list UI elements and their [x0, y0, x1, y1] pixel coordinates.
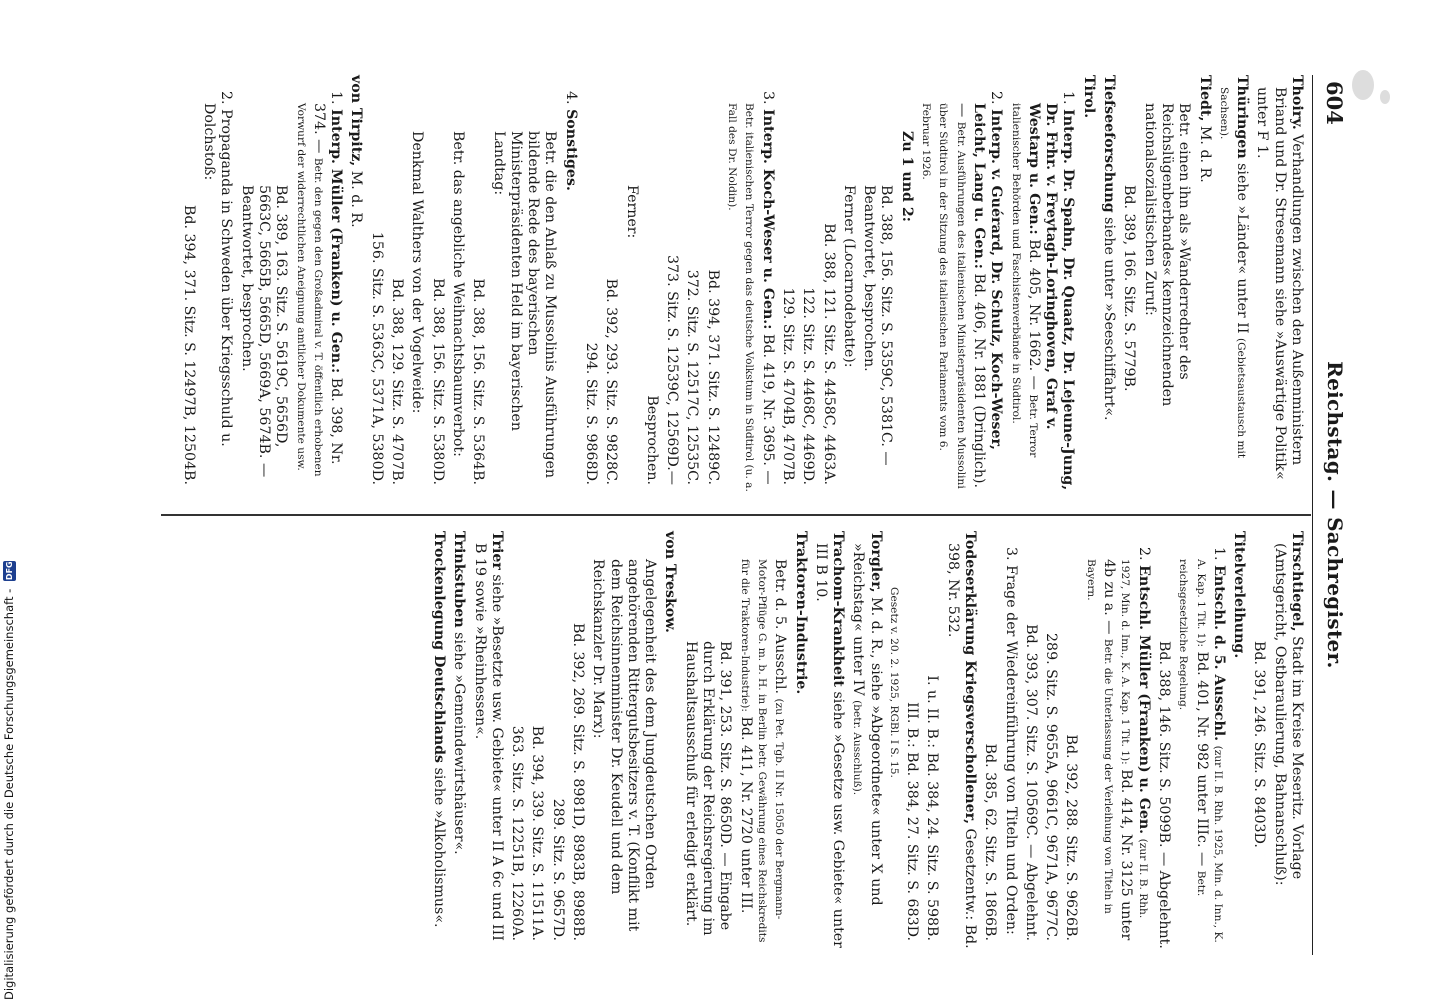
- entry-keyword: Todeserklärung Kriegsverschollener,: [961, 531, 978, 825]
- entry-text: Bd. 411, Nr. 2720 unter III.: [737, 716, 754, 914]
- entry-keyword: Torgler,: [867, 531, 884, 593]
- entry-titelverleihung: [1230, 531, 1247, 949]
- entry-text: Bd. 414, Nr. 3125 unter 4b zu a. —: [1101, 559, 1135, 941]
- entry-keyword: Zu 1 und 2:: [898, 131, 915, 223]
- entry-text: siehe unter »Seeschiffahrt«.: [1101, 217, 1118, 421]
- titel-item-3: [1001, 531, 1018, 949]
- entry-subtext: Angelegenheit des dem Jungdeutschen Orden angehörenden Rittergutsbesitzers v. T. (Konflikt mit dem Reichsinnenminister Dr. Keudell und dem Reichskanzler Dr. Marx):: [590, 559, 659, 932]
- entry-reference: 122. Sitz. S. 4468C, 4469D.: [800, 287, 817, 485]
- entry-reference: Bd. 392, 269. Sitz. S. 8981D, 8983B, 8988B.: [570, 623, 587, 941]
- entry-reference: 373. Sitz. S. 12539C, 12569D.—: [664, 255, 681, 485]
- item-number: 3.: [759, 91, 776, 105]
- entry-keyword: Titelverleihung.: [1231, 531, 1248, 659]
- entry-reference: Bd. 388, 156. Sitz. S. 5380D.: [429, 278, 446, 485]
- dfg-logo-icon: DFG: [4, 561, 14, 581]
- entry-subtext: Betr. einen ihn als »Wanderredner des Reichslügenberbandes« kennzeichnenden nationalsozialistischen Zuruf:: [1141, 103, 1193, 407]
- entry-text: Bd. 401, Nr. 982 unter IIIc. —: [1193, 651, 1210, 867]
- entry-subtext: Denkmal Walthers von der Vogelweide:: [409, 131, 426, 414]
- entry-keyword: Entschl. d. 5. Ausschl.: [1210, 565, 1227, 742]
- entry-tirpitz: [347, 75, 364, 493]
- entry-keyword: Interp. Koch-Weser u. Gen.:: [759, 109, 776, 330]
- tirpitz-item-1: [292, 75, 344, 493]
- item-number: 1.: [1210, 547, 1227, 561]
- entry-keyword: von Treskow.: [662, 531, 679, 633]
- entry-note: Betr. die Unterlassung der Verleihung von Titeln in Bayern.: [1084, 559, 1115, 914]
- entry-reference: Bd. 388, 146. Sitz. S. 5099B. — Abgelehnt.: [1155, 641, 1172, 949]
- entry-todeserklaerung: [943, 531, 978, 949]
- entry-tirol: [1079, 75, 1096, 493]
- entry-keyword: Interp. Müller (Franken) u. Gen.:: [328, 109, 345, 374]
- entry-subtext: Betr. das angebliche Weihnachtsbaumverbot:: [449, 131, 466, 457]
- entry-reference: 294. Sitz. S. 9868D.: [583, 342, 600, 485]
- entry-keyword: von Tirpitz,: [348, 75, 365, 167]
- entry-keyword: Traktoren-Industrie.: [792, 531, 809, 695]
- item-number: 2.: [1135, 547, 1152, 561]
- entry-note: Betr. den gegen den Großadmiral v. T. öffentlich erhobenen Vorwurf der widerrechtlichen Aneignung amtlicher Dokumente usw.: [294, 103, 324, 477]
- entry-keyword: Trier: [488, 531, 505, 570]
- entry-text: Betr. d. 5. Ausschl.: [772, 559, 789, 694]
- entry-note: (betr. Ausschluß).: [851, 700, 864, 796]
- tirol-zu-1-2: [897, 75, 914, 493]
- entry-reference: 156. Sitz. S. 5363C, 5371A, 5380D.: [368, 231, 385, 485]
- entry-note: Betr. reichsgesetzliche Regelung.: [1177, 559, 1207, 897]
- entry-reference: Bd. 394, 371. Sitz. S. 12497B, 12504B.: [180, 204, 197, 485]
- entry-text: siehe »Länder« unter II: [1234, 163, 1251, 334]
- entry-reference: Bd. 385, 62. Sitz. S. 1866B.: [982, 743, 999, 941]
- entry-reference: Bd. 388, 129. Sitz. S. 4707B.: [389, 278, 406, 485]
- entry-trier: [470, 531, 505, 949]
- entry-reference: Bd. 391, 246. Sitz. S. 8403D.: [1251, 641, 1268, 848]
- entry-reference: Bd. 389, 163. Sitz. S. 5619C, 5656D, 5663C, 5665B, 5665D, 5669A, 5674B. — Beantwortet, besprochen.: [238, 185, 290, 478]
- entry-thueringen: [1216, 75, 1251, 493]
- entry-reference: Bd. 392, 288. Sitz. S. 9626B.: [1063, 734, 1080, 941]
- entry-keyword: Interp. Dr. Spahn, Dr. Quaatz, Dr. Lejeune-Jung, Dr. Frhr. v. Freytagh-Loringhoven, Graf v. Westarp u. Gen.:: [1025, 103, 1077, 491]
- entry-note: (zur II. B. Rhh. 1925, Min. d. Inn., K. A. Kap. 1 Tit. 1):: [1194, 559, 1224, 943]
- entry-subheading: Ferner (Locarnodebatte):: [840, 185, 857, 368]
- entry-keyword: Trockenlegung Deutschlands: [430, 531, 447, 764]
- tirol-item-3: [724, 75, 776, 493]
- entry-keyword: Thoiry.: [1289, 75, 1305, 130]
- item-number: 2.: [218, 91, 235, 105]
- entry-tiefseeforschung: [1100, 75, 1117, 493]
- entry-reference: 372. Sitz. S. 12517C, 12535C.: [684, 269, 701, 485]
- entry-text: Bd. 405, Nr. 1662. —: [1025, 239, 1042, 390]
- entry-note: (zu Pet. Tgb. II Nr. 15050 der Bergmann-Motor-Pflüge G. m. b. H. in Berlin betr. Gewährung eines Reichskredits für die Traktoren-Industrie):: [738, 559, 786, 943]
- entry-keyword: Sonstiges.: [562, 109, 579, 191]
- entry-text: siehe »Gemeindewirtshäuser«.: [451, 632, 468, 855]
- entry-text: Gesetzentw.: Bd. 398, Nr. 532.: [944, 543, 978, 949]
- page-number: 604: [1322, 81, 1347, 125]
- entry-text: Bd. 406, Nr. 1881 (Dringlich). —: [953, 103, 987, 489]
- entry-traktoren: [791, 531, 808, 949]
- right-column: [427, 531, 1305, 949]
- traktoren-subtext: [736, 531, 788, 949]
- entry-tiedt: [1195, 75, 1212, 493]
- entry-keyword: Trinkstuben: [451, 531, 468, 628]
- item-number: 3.: [1002, 547, 1019, 561]
- column-divider: [161, 514, 1311, 516]
- entry-text: M. d. R., siehe »Abgeordnete« unter X und »Reichstag« unter IV: [850, 543, 884, 906]
- page-title: Reichstag. — Sachregister.: [1323, 361, 1347, 669]
- entry-reference: Besprochen.: [643, 395, 660, 485]
- entry-reference: Gesetz v. 20. 2. 1925, RGBl. I S. 15.: [887, 587, 900, 778]
- entry-reference: Bd. 388, 121. Sitz. S. 4458C, 4463A.: [820, 223, 837, 485]
- titel-item-1: [1175, 531, 1227, 949]
- tirol-item-4: [561, 75, 578, 493]
- entry-text: Bd. 398, Nr. 374. —: [310, 103, 345, 465]
- tirol-item-1: [1007, 75, 1076, 493]
- entry-text: Bd. 419, Nr. 3695. —: [759, 334, 776, 485]
- entry-keyword: Tirschtiegel,: [1289, 531, 1305, 632]
- entry-reference: Bd. 394, 371. Sitz. S. 12489C.: [704, 269, 721, 485]
- entry-text: Frage der Wiedereinführung von Titeln und Orden:: [1002, 565, 1019, 935]
- entry-treskow: [661, 531, 678, 949]
- entry-note: Betr. Ausführungen des italienischen Ministerpräsidenten Mussolini über Südtirol in der Sitzung des italienischen Parlaments vom 6. Februar 1926.: [920, 103, 967, 489]
- digitization-credit: [0, 380, 18, 1000]
- entry-note: (zur II. B. Rhh. 1927, Min. d. Inn., K. A. Kap. 1 Tit. 1):: [1119, 559, 1149, 919]
- entry-trinkstuben: [450, 531, 467, 949]
- entry-reference: Bd. 388, 156. Sitz. S. 5364B.: [470, 278, 487, 485]
- item-number: 2.: [988, 91, 1005, 105]
- entry-reference: Bd. 391, 253. Sitz. S. 8650D. — Eingabe durch Erklärung der Reichsregierung im Haushaltsausschuß für erledigt erklärt.: [682, 641, 734, 936]
- entry-reference: III. B.: Bd. 384, 27. Sitz. S. 683D.: [904, 702, 921, 941]
- entry-torgler: [849, 531, 884, 949]
- entry-note: (Gebietsaustausch mit Sachsen).: [1217, 87, 1248, 459]
- scan-speckle: [1352, 70, 1374, 100]
- titel-item-2: [1082, 531, 1151, 949]
- entry-reference: 289. Sitz. S. 9655A, 9661C, 9671A, 9677C.: [1043, 633, 1060, 941]
- entry-reference: 363. Sitz. S. 12251B, 12260A.: [509, 725, 526, 941]
- entry-reference: Bd. 388, 156. Sitz. S. 5359C, 5381C. — Beantwortet, besprochen.: [861, 185, 895, 466]
- entry-reference: Bd. 394, 339. Sitz. S. 11511A.: [529, 725, 546, 941]
- entry-text: Verhandlungen zwischen den Außenministern Briand und Dr. Stresemann siehe »Auswärtige Politik« unter F 1.: [1254, 87, 1305, 480]
- tirol-item-2: [918, 75, 1004, 493]
- entry-trachom: [812, 531, 847, 949]
- entry-keyword: Entschl. Müller (Franken) u. Gen.: [1135, 565, 1152, 835]
- entry-note: Betr. Terror italienischer Behörden und Faschistenverbände in Südtirol.: [1009, 103, 1039, 458]
- entry-note: Betr. italienischen Terror gegen das deutsche Volkstum in Südtirol (u. a. Fall des Dr. Noldin).: [726, 103, 756, 492]
- entry-subheading: Ferner:: [623, 185, 640, 239]
- entry-keyword: Trachom-Krankheit: [830, 531, 847, 687]
- entry-keyword: Tiedt,: [1196, 75, 1213, 122]
- scan-speckle: [1380, 90, 1390, 104]
- entry-text: Propaganda in Schweden über Kriegsschuld u. Dolchstoß:: [201, 103, 235, 447]
- entry-tirschtiegel: [1270, 531, 1305, 949]
- entry-reference: Bd. 389, 166. Sitz. S. 5779B.: [1121, 185, 1138, 392]
- document-page: [125, 75, 1355, 955]
- entry-keyword: Tiefseeforschung: [1101, 75, 1118, 213]
- page-header: [1312, 75, 1355, 955]
- entry-text: M. d. R.: [1196, 125, 1213, 183]
- entry-keyword: Tirol.: [1080, 75, 1097, 119]
- entry-subtext: Betr. die den Anlaß zu Mussolinis Ausführungen bildende Rede des bayerischen Ministerpräsidenten Held im bayerischen Landtag:: [490, 131, 559, 479]
- entry-text: siehe »Alkoholismus«.: [430, 767, 447, 928]
- entry-text: siehe »Gesetze usw. Gebiete« unter III B 10.: [812, 543, 847, 948]
- entry-thoiry: [1253, 75, 1305, 493]
- entry-reference: Bd. 393, 307. Sitz. S. 10569C. — Abgelehnt.: [1022, 624, 1039, 941]
- entry-text: M. d. R.: [348, 170, 365, 228]
- entry-reference: 129. Sitz. S. 4704B, 4707B.: [779, 287, 796, 485]
- entry-keyword: Interp. v. Guérard, Dr. Schulz, Koch-Weser, Leicht, Lang u. Gen.:: [970, 103, 1005, 450]
- left-column: [176, 75, 1305, 493]
- item-number: 1.: [1060, 91, 1077, 105]
- tirpitz-item-2: [200, 75, 235, 493]
- entry-text: siehe »Besetzte usw. Gebiete« unter II A 6c und III B 19 sowie »Rheinhessen«.: [471, 543, 505, 941]
- entry-reference: 289. Sitz. S. 9657D.: [549, 798, 566, 941]
- entry-keyword: Thüringen: [1234, 75, 1251, 159]
- entry-reference: I. u. II. B.: Bd. 384, 24. Sitz. S. 598B.: [924, 675, 941, 941]
- entry-trockenlegung: [430, 531, 447, 949]
- credit-text: Digitalisierung gefördert durch die Deutsche Forschungsgemeinschaft -: [2, 588, 16, 1000]
- entry-reference: Bd. 392, 293. Sitz. S. 9828C.: [603, 278, 620, 485]
- item-number: 1.: [328, 91, 345, 105]
- entry-text: Stadt im Kreise Meseritz. Vorlage (Amtsgericht, Ostbaraulierung, Bahnanschluß):: [1271, 543, 1305, 886]
- item-number: 4.: [562, 91, 579, 105]
